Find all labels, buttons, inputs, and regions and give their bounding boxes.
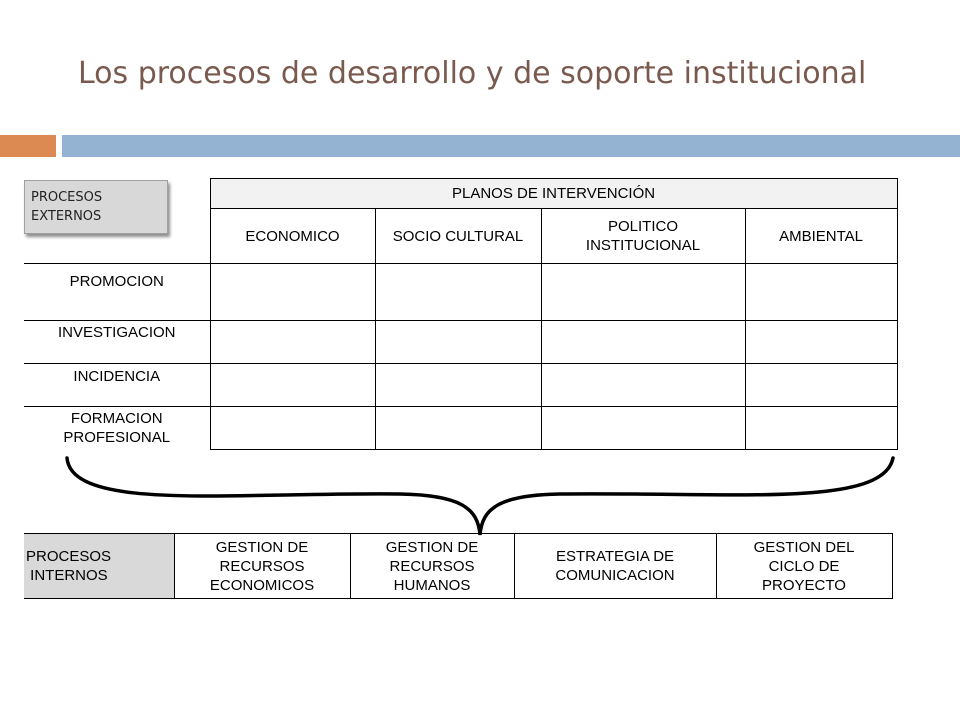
column-label-line2: INSTITUCIONAL	[585, 237, 701, 254]
cell-gestion-recursos-humanos	[350, 534, 514, 599]
cell-line2: CICLO DE	[768, 557, 840, 575]
cell-line1: ESTRATEGIA DE	[555, 548, 675, 565]
cell-line1: GESTION DE	[215, 538, 309, 556]
column-label: SOCIO CULTURAL	[392, 227, 524, 245]
cell-gestion-ciclo-proyecto	[716, 534, 892, 599]
internal-processes-label	[24, 534, 174, 599]
cell-line1: GESTION DE	[385, 538, 479, 556]
column-label-line1: POLITICO	[607, 218, 678, 235]
external-box-line1: PROCESOS	[31, 190, 103, 205]
external-box-line2: EXTERNOS	[31, 209, 102, 224]
row-label-text: INCIDENCIA	[73, 368, 161, 385]
row-label-text: PROMOCION	[69, 273, 164, 290]
cell-line2: RECURSOS	[219, 557, 305, 575]
internal-processes-table	[24, 533, 893, 599]
slide-title: Los procesos de desarrollo y de soporte institucional	[78, 56, 867, 91]
row-label-text: INVESTIGACION	[57, 324, 176, 341]
cell-line1: GESTION DEL	[753, 538, 855, 556]
cell-line2: RECURSOS	[389, 557, 475, 575]
internal-label-line2: INTERNOS	[26, 567, 108, 584]
planes-header-label: PLANOS DE INTERVENCIÓN	[451, 185, 656, 202]
internal-processes-row	[24, 534, 892, 599]
cell-line3: ECONOMICOS	[209, 576, 315, 594]
row-label-text-line2: PROFESIONAL	[63, 429, 171, 446]
cell-gestion-recursos-economicos	[174, 534, 350, 599]
cell-line3: PROYECTO	[762, 576, 846, 594]
internal-label-line1: PROCESOS	[26, 548, 112, 565]
cell-line3: HUMANOS	[393, 576, 471, 594]
cell-line2: COMUNICACION	[555, 567, 675, 584]
column-label: AMBIENTAL	[779, 227, 863, 245]
cell-estrategia-comunicacion	[514, 534, 716, 599]
column-label: ECONOMICO	[245, 227, 340, 245]
curly-brace-path	[67, 458, 893, 535]
row-label-text-line1: FORMACION	[70, 410, 163, 427]
